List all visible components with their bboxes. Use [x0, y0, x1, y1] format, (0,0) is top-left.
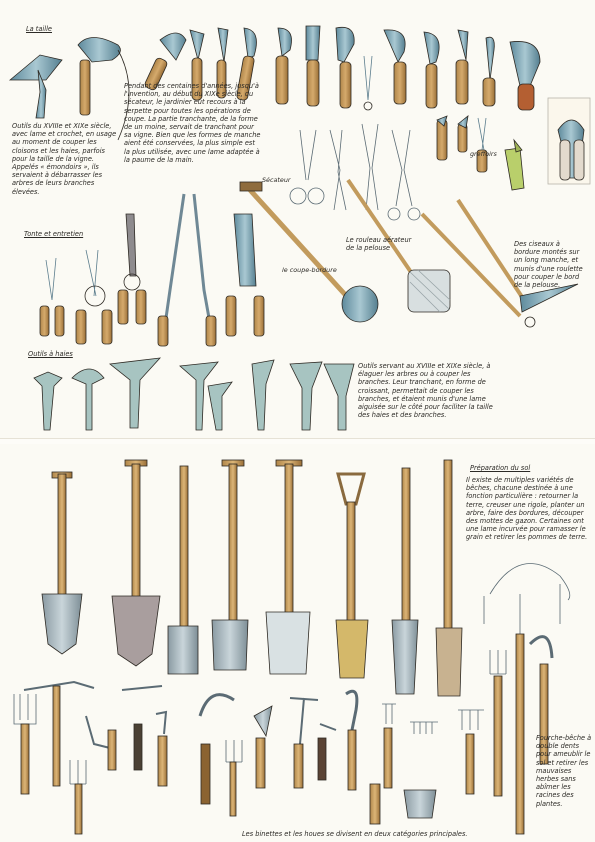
graft-illustration — [505, 98, 590, 190]
note-rouleau: Le rouleau aérateur de la pelouse — [346, 236, 412, 253]
label-coupe-bordure: le coupe-bordure — [282, 266, 337, 274]
section-title-haies: Outils à haies — [28, 350, 73, 358]
hedge-shears-row — [40, 194, 264, 346]
spade-row — [42, 460, 462, 696]
label-secateur: Sécateur — [262, 176, 291, 184]
note-cisailles: Des ciseaux à bordure montés sur un long manche, et munis d'une roulette pour couper le bord de la pelouse. — [514, 240, 583, 290]
bottom-sheet-soil-tools — [0, 444, 595, 842]
billhook-blade — [10, 55, 62, 80]
note-historique: Pendant des centaines d'années, jusqu'à l'invention, au début du XIXe siècle, du sécateur, le jardinier eut recours à la serpette pour toutes les opérations de coupe. La partie tranchante, de la forme de un moine, servait de tranchant pour sa vigne. Bien que les formes de manche aient été conservées, la plus simple est la plus utilisée, avec une lame adaptée à la paume de la main. — [124, 82, 261, 164]
note-fourche: Fourche-bêche à double dents pour ameublir le sol et retirer les mauvaises herbes sans abîmer les racines des plantes. — [536, 734, 592, 808]
label-greffoirs: greffoirs — [470, 150, 497, 158]
note-haies: Outils servant au XVIIIe et XIXe siècle, à élaguer les arbres ou à couper les branches. Leur tranchant, en forme de croissant, permettait de couper les branches, et étaient munis d'une lame aiguisée sur le côté pour faciliter la taille des haies et des branches. — [358, 362, 493, 420]
section-title-taille: La taille — [26, 25, 52, 33]
grafting-knives — [437, 116, 487, 172]
pruner-blade — [78, 38, 120, 63]
hedge-hooks-row — [34, 358, 354, 430]
edger-handle-top — [240, 182, 262, 191]
section-title-tonte: Tonte et entretien — [24, 230, 84, 238]
note-serpe: Outils du XVIIIe et XIXe siècle, avec lame et crochet, en usage au moment de couper les cloisons et les haies, parfois pour la taille de la vigne. Appelés « émondoirs », ils servaient à débarrasser les arbres de leurs branches élevées. — [12, 122, 117, 196]
section-title-preparation: Préparation du sol — [470, 464, 531, 472]
secateur-cluster — [290, 124, 420, 220]
edger-wheel — [342, 286, 378, 322]
note-binettes: Les binettes et les houes se divisent en deux catégories principales. — [242, 830, 468, 838]
note-sol: Il existe de multiples variétés de bêches, chacune destinée à une fonction particulière : retourner la terre, creuser une rigole, planter un arbre, faire des bordures, découper des mottes de gazon. Certaines ont une lame incurvée pour ramasser le grain et retirer les pommes de terre. — [466, 476, 588, 542]
